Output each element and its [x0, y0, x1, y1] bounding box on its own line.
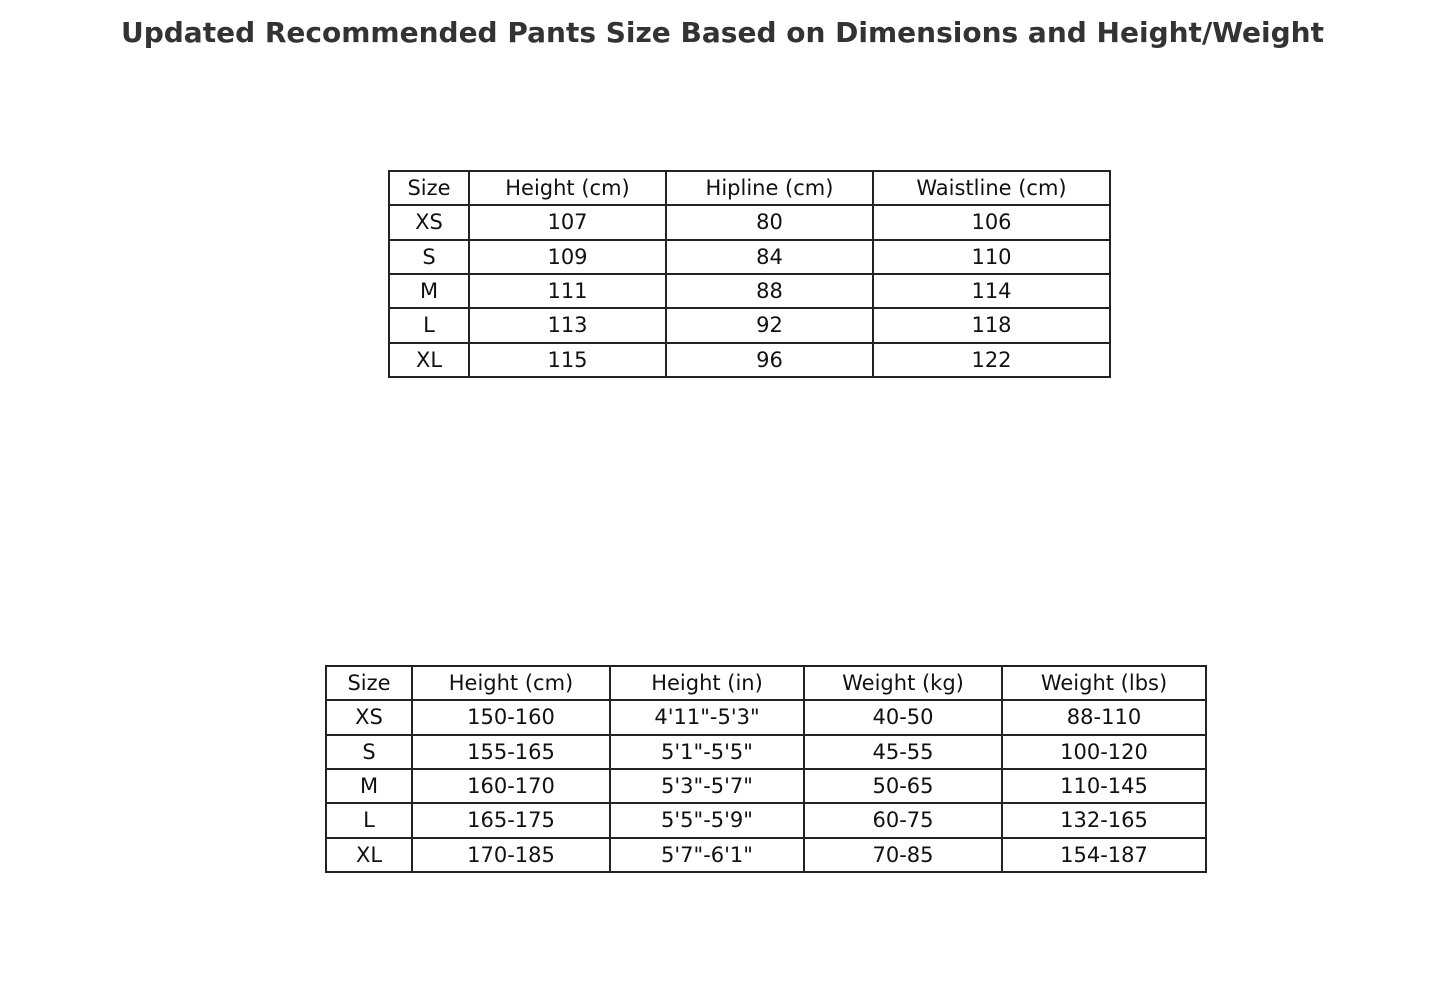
table-row — [326, 700, 1206, 734]
cell-hipline-cm: 88 — [666, 274, 873, 308]
table-header-row — [389, 171, 1110, 205]
cell-weight-lbs: 154-187 — [1002, 838, 1206, 872]
table-body — [326, 700, 1206, 872]
cell-height-cm: 155-165 — [412, 735, 610, 769]
column-header-weight-lbs: Weight (lbs) — [1002, 666, 1206, 700]
cell-hipline-cm: 80 — [666, 205, 873, 239]
table-header — [389, 171, 1110, 205]
cell-height-in: 5'7"-6'1" — [610, 838, 804, 872]
height-weight-table — [325, 665, 1207, 873]
table-row — [326, 769, 1206, 803]
cell-height-cm: 115 — [469, 343, 666, 377]
cell-size: XL — [326, 838, 412, 872]
cell-size: L — [389, 308, 469, 342]
column-header-height-in: Height (in) — [610, 666, 804, 700]
cell-waistline-cm: 114 — [873, 274, 1110, 308]
table-row — [326, 803, 1206, 837]
cell-height-in: 5'1"-5'5" — [610, 735, 804, 769]
cell-waistline-cm: 106 — [873, 205, 1110, 239]
cell-size: L — [326, 803, 412, 837]
cell-size: XS — [389, 205, 469, 239]
column-header-height-cm: Height (cm) — [469, 171, 666, 205]
cell-weight-lbs: 100-120 — [1002, 735, 1206, 769]
table-body — [389, 205, 1110, 377]
cell-size: XL — [389, 343, 469, 377]
column-header-size: Size — [326, 666, 412, 700]
cell-waistline-cm: 110 — [873, 240, 1110, 274]
cell-height-cm: 113 — [469, 308, 666, 342]
cell-weight-kg: 70-85 — [804, 838, 1002, 872]
table-row — [326, 735, 1206, 769]
cell-size: XS — [326, 700, 412, 734]
cell-size: S — [326, 735, 412, 769]
cell-waistline-cm: 118 — [873, 308, 1110, 342]
cell-height-cm: 111 — [469, 274, 666, 308]
table-header-row — [326, 666, 1206, 700]
table-row — [389, 274, 1110, 308]
cell-waistline-cm: 122 — [873, 343, 1110, 377]
cell-height-cm: 109 — [469, 240, 666, 274]
cell-size: S — [389, 240, 469, 274]
table-header — [326, 666, 1206, 700]
cell-height-cm: 165-175 — [412, 803, 610, 837]
cell-size: M — [389, 274, 469, 308]
cell-height-cm: 107 — [469, 205, 666, 239]
pants-dimensions-table-container — [388, 170, 1111, 378]
column-header-height-cm: Height (cm) — [412, 666, 610, 700]
pants-dimensions-table — [388, 170, 1111, 378]
height-weight-table-container — [325, 665, 1207, 873]
cell-weight-lbs: 110-145 — [1002, 769, 1206, 803]
cell-size: M — [326, 769, 412, 803]
cell-hipline-cm: 92 — [666, 308, 873, 342]
table-row — [389, 343, 1110, 377]
column-header-waistline-cm: Waistline (cm) — [873, 171, 1110, 205]
column-header-weight-kg: Weight (kg) — [804, 666, 1002, 700]
cell-height-in: 5'5"-5'9" — [610, 803, 804, 837]
table-row — [389, 205, 1110, 239]
page-title: Updated Recommended Pants Size Based on Dimensions and Height/Weight — [120, 16, 1324, 49]
cell-hipline-cm: 96 — [666, 343, 873, 377]
table-row — [389, 308, 1110, 342]
cell-hipline-cm: 84 — [666, 240, 873, 274]
cell-height-cm: 150-160 — [412, 700, 610, 734]
cell-weight-kg: 60-75 — [804, 803, 1002, 837]
cell-weight-kg: 45-55 — [804, 735, 1002, 769]
cell-weight-kg: 40-50 — [804, 700, 1002, 734]
cell-height-in: 4'11"-5'3" — [610, 700, 804, 734]
cell-height-in: 5'3"-5'7" — [610, 769, 804, 803]
table-row — [389, 240, 1110, 274]
column-header-hipline-cm: Hipline (cm) — [666, 171, 873, 205]
cell-weight-lbs: 88-110 — [1002, 700, 1206, 734]
cell-weight-kg: 50-65 — [804, 769, 1002, 803]
cell-weight-lbs: 132-165 — [1002, 803, 1206, 837]
table-row — [326, 838, 1206, 872]
column-header-size: Size — [389, 171, 469, 205]
cell-height-cm: 170-185 — [412, 838, 610, 872]
cell-height-cm: 160-170 — [412, 769, 610, 803]
